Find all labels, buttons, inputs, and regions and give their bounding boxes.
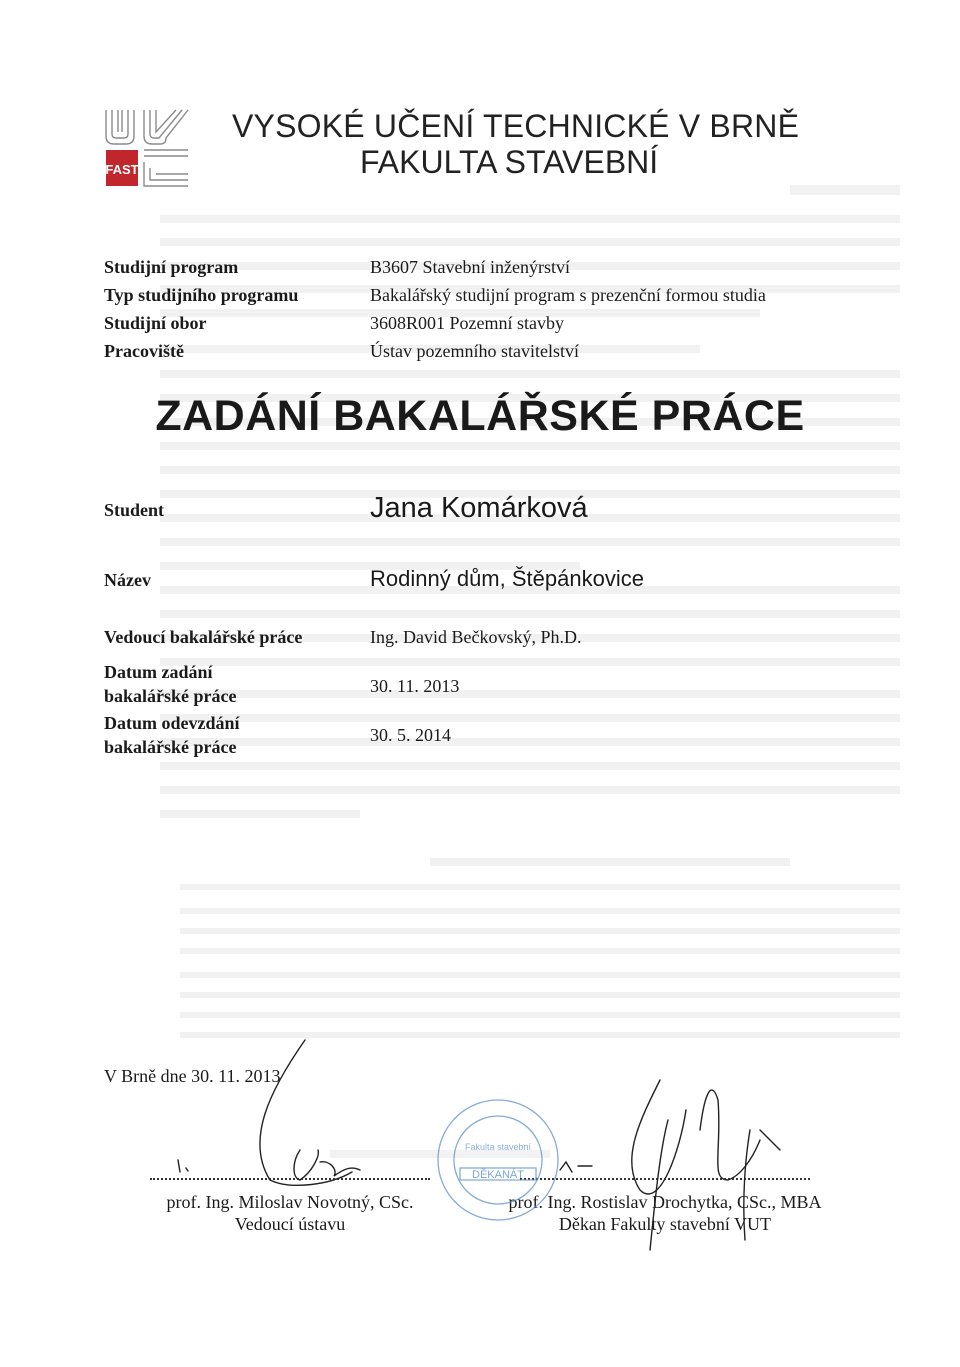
field-label-study-program: Studijní program bbox=[104, 257, 239, 277]
submission-date: 30. 5. 2014 bbox=[370, 725, 451, 745]
supervisor-name: Ing. David Bečkovský, Ph.D. bbox=[370, 627, 582, 647]
stamp-inner-text: DĚKANÁT bbox=[472, 1169, 524, 1181]
fast-logo bbox=[104, 108, 190, 188]
signature-line-head bbox=[150, 1176, 430, 1180]
place-and-date: V Brně dne 30. 11. 2013 bbox=[104, 1066, 281, 1086]
signatory-head-role: Vedoucí ústavu bbox=[234, 1214, 346, 1234]
field-value-study-branch: 3608R001 Pozemní stavby bbox=[370, 313, 564, 333]
assigned-date-label-line1: Datum zadání bbox=[104, 662, 213, 682]
student-name: Jana Komárková bbox=[370, 492, 588, 524]
thesis-title: Rodinný dům, Štěpánkovice bbox=[370, 566, 644, 591]
field-label-program-type: Typ studijního programu bbox=[104, 285, 299, 305]
document-title: ZADÁNÍ BAKALÁŘSKÉ PRÁCE bbox=[155, 392, 805, 440]
submission-date-label-line1: Datum odevzdání bbox=[104, 713, 240, 733]
logo-text: FAST bbox=[105, 162, 139, 177]
signature-line-dean bbox=[520, 1176, 810, 1180]
university-name: VYSOKÉ UČENÍ TECHNICKÉ V BRNĚ bbox=[232, 108, 800, 144]
stamp-sub-text: Fakulta stavební bbox=[464, 1142, 532, 1152]
assigned-date-label-line2: bakalářské práce bbox=[104, 686, 237, 706]
faculty-name: FAKULTA STAVEBNÍ bbox=[360, 144, 659, 180]
student-label: Student bbox=[104, 500, 165, 520]
submission-date-label-line2: bakalářské práce bbox=[104, 737, 237, 757]
field-value-program-type: Bakalářský studijní program s prezenční formou studia bbox=[370, 285, 766, 305]
thesis-title-label: Název bbox=[104, 570, 151, 590]
signatory-dean-role: Děkan Fakulty stavební VUT bbox=[558, 1214, 772, 1234]
field-value-study-program: B3607 Stavební inženýrství bbox=[370, 257, 570, 277]
field-value-department: Ústav pozemního stavitelství bbox=[370, 341, 579, 361]
field-label-department: Pracoviště bbox=[104, 341, 184, 361]
assigned-date: 30. 11. 2013 bbox=[370, 676, 460, 696]
supervisor-label: Vedoucí bakalářské práce bbox=[104, 627, 303, 647]
signatory-head-name: prof. Ing. Miloslav Novotný, CSc. bbox=[166, 1192, 414, 1212]
field-label-study-branch: Studijní obor bbox=[104, 313, 207, 333]
signatory-dean-name: prof. Ing. Rostislav Drochytka, CSc., MBA bbox=[508, 1192, 822, 1212]
